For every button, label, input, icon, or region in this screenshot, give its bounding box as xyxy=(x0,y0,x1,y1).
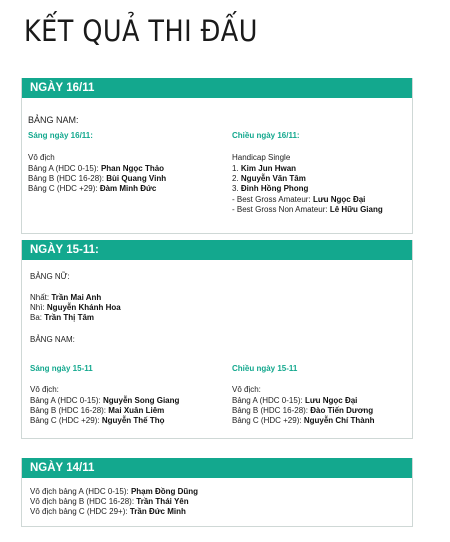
result-row: Bảng A (HDC 0-15): Lưu Ngọc Đại xyxy=(232,396,358,405)
result-row: Ba: Trần Thị Tâm xyxy=(30,313,95,322)
group-label: BẢNG NAM: xyxy=(30,335,75,344)
result-row: Nhất: Trần Mai Anh xyxy=(30,293,102,302)
group-label: BẢNG NỮ: xyxy=(30,272,70,281)
result-row: Bảng C (HDC +29): Nguyễn Chí Thành xyxy=(232,416,375,425)
column-heading: Chiều ngày 16/11: xyxy=(232,131,300,140)
result-row: 3. Đinh Hồng Phong xyxy=(232,184,309,193)
result-row: Vô địch bảng B (HDC 16-28): Trần Thái Yên xyxy=(30,497,189,506)
section-header: NGÀY 15-11: xyxy=(22,240,412,260)
column-label: Handicap Single xyxy=(232,153,291,162)
group-label: BẢNG NAM: xyxy=(28,115,79,125)
column-heading: Sáng ngày 16/11: xyxy=(28,131,93,140)
result-row: 1. Kim Jun Hwan xyxy=(232,164,297,173)
result-row: Bảng A (HDC 0-15): Nguyễn Song Giang xyxy=(30,396,180,405)
result-row: Bảng C (HDC +29): Nguyễn Thế Thọ xyxy=(30,416,165,425)
column-label: Vô địch xyxy=(28,153,55,162)
result-row: 2. Nguyễn Văn Tâm xyxy=(232,174,306,183)
result-row: Bảng B (HDC 16-28): Mai Xuân Liêm xyxy=(30,406,165,415)
result-row: - Best Gross Amateur: Lưu Ngọc Đại xyxy=(232,195,366,204)
result-row: Bảng A (HDC 0-15): Phan Ngọc Thảo xyxy=(28,164,165,173)
result-row: Nhì: Nguyễn Khánh Hoa xyxy=(30,303,121,312)
column-heading: Sáng ngày 15-11 xyxy=(30,364,93,373)
section-header: NGÀY 16/11 xyxy=(22,78,412,98)
section-header: NGÀY 14/11 xyxy=(22,458,412,478)
column-heading: Chiều ngày 15-11 xyxy=(232,364,298,373)
result-row: Bảng C (HDC +29): Đàm Minh Đức xyxy=(28,184,157,193)
column-label: Vô địch: xyxy=(232,385,261,394)
result-row: Vô địch bảng A (HDC 0-15): Phạm Đồng Dũng xyxy=(30,487,199,496)
result-row: Vô địch bảng C (HDC 29+): Trần Đức Minh xyxy=(30,507,186,516)
result-row: Bảng B (HDC 16-28): Đào Tiến Dương xyxy=(232,406,374,415)
result-row: Bảng B (HDC 16-28): Bùi Quang Vinh xyxy=(28,174,167,183)
result-row: - Best Gross Non Amateur: Lê Hữu Giang xyxy=(232,205,383,214)
column-label: Vô địch: xyxy=(30,385,59,394)
page-title: KẾT QUẢ THI ĐẤU xyxy=(24,14,258,48)
